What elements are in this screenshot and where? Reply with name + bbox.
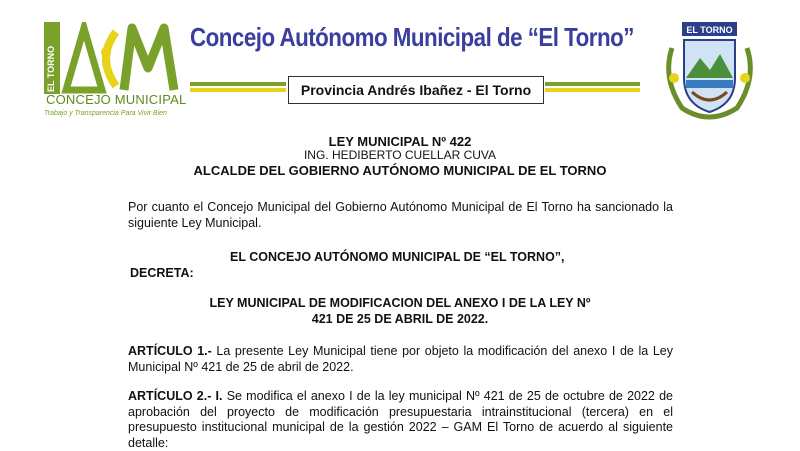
mayor-name: ING. HEDIBERTO CUELLAR CUVA [303,148,497,162]
law-number: LEY MUNICIPAL Nº 422 [328,134,472,149]
preamble: Por cuanto el Concejo Municipal del Gobierno Autónomo Municipal de El Torno ha sancionado la siguiente Ley Municipal. [128,200,673,230]
concejo-logo [40,22,190,132]
article-2 [128,389,673,451]
header-stripe-right [545,82,640,96]
law-title: LEY MUNICIPAL DE MODIFICACION DEL ANEXO I DE LA LEY Nº 421 DE 25 DE ABRIL DE 2022. [209,296,591,326]
concejo-logo-mark-icon [44,22,184,94]
article-1-text: La presente Ley Municipal tiene por objeto la modificación del anexo I de la Ley Municipal Nº 421 de 25 de abril de 2022. [128,344,673,374]
header-stripe-left [190,82,286,96]
article-2-label: ARTÍCULO 2.- I. [128,389,223,403]
header-title: Concejo Autónomo Municipal de “El Torno” [190,22,634,52]
article-2-text: Se modifica el anexo I de la ley municipal Nº 421 de 25 de octubre de 2022 de aprobación del proyecto de modificación presupuestaria intrainstitucional (tercera) en el presupuesto institucional municipal de la gestión 2022 – GAM El Torno de acuerdo al siguiente detalle: [128,389,673,450]
logo-org-name: CONCEJO MUNICIPAL [46,92,187,107]
crest-label: EL TORNO [686,25,733,35]
logo-vertical-text: EL TORNO [46,45,56,92]
municipal-crest-icon [662,18,757,126]
article-1-label: ARTÍCULO 1.- [128,344,212,358]
council-heading: EL CONCEJO AUTÓNOMO MUNICIPAL DE “EL TORNO”, [230,250,565,264]
province-label: Provincia Andrés Ibañez - El Torno [288,76,544,104]
decreta-heading: DECRETA: [130,266,194,280]
mayor-title: ALCALDE DEL GOBIERNO AUTÓNOMO MUNICIPAL DE EL TORNO [193,163,607,178]
article-1 [128,344,673,375]
logo-tagline: Trabajo y Transparencia Para Vivir Bien [44,110,167,117]
